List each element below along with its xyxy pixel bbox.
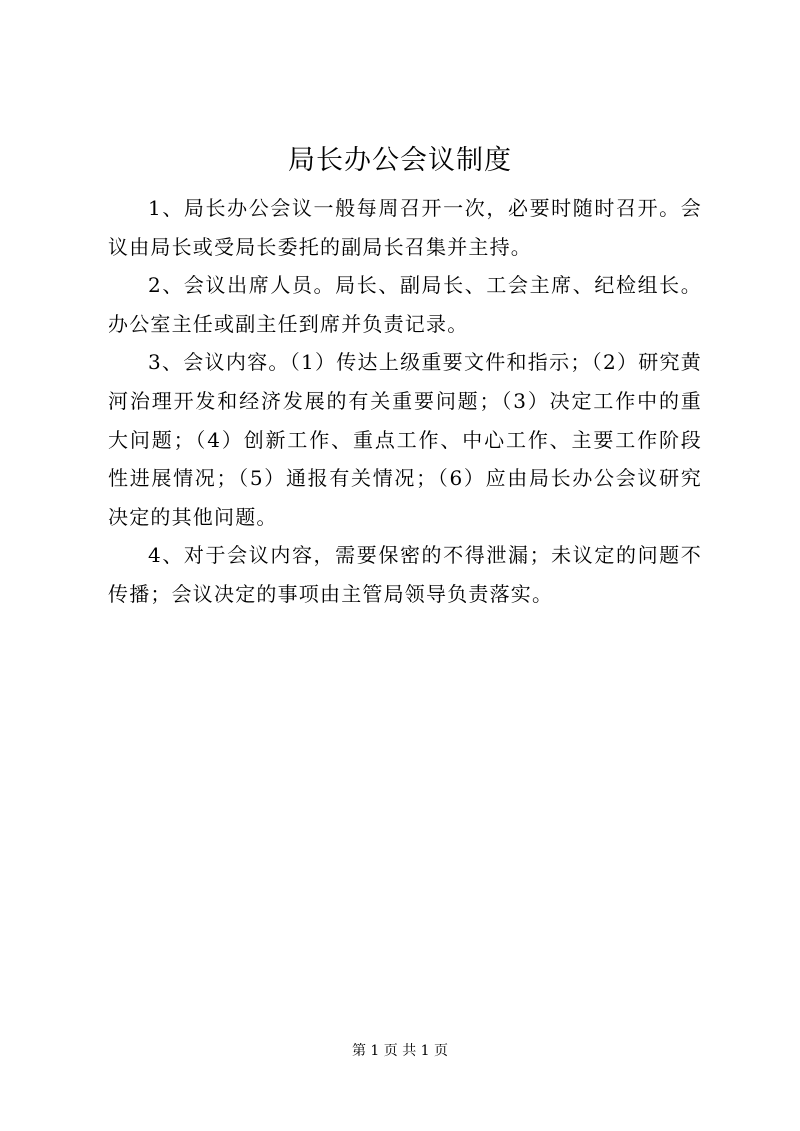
paragraph-2: 2、会议出席人员。局长、副局长、工会主席、纪检组长。办公室主任或副主任到席并负责记录。 — [108, 273, 702, 336]
document-body — [108, 189, 702, 614]
page-footer: 第 1 页 共 1 页 — [351, 1043, 449, 1059]
paragraph-1: 1、局长办公会议一般每周召开一次，必要时随时召开。会议由局长或受局长委托的副局长召集并主持。 — [108, 196, 702, 259]
paragraph-3: 3、会议内容。（1）传达上级重要文件和指示；（2）研究黄河治理开发和经济发展的有关重要问题；（3）决定工作中的重大问题；（4）创新工作、重点工作、中心工作、主要工作阶段性进展情况；（5）通报有关情况；（6）应由局长办公会议研究决定的其他问题。 — [108, 350, 702, 529]
paragraph-4: 4、对于会议内容，需要保密的不得泄漏；未议定的问题不传播；会议决定的事项由主管局领导负责落实。 — [108, 543, 702, 606]
document-title: 局长办公会议制度 — [288, 145, 512, 176]
